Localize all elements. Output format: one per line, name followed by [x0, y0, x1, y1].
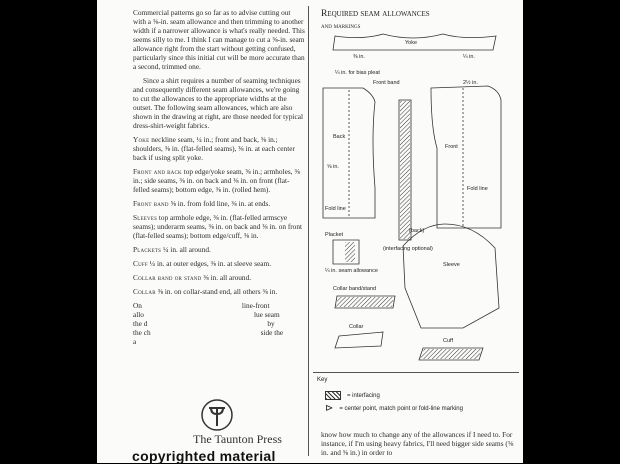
label-fold-top: ¼ in. for bias pleat [335, 70, 380, 76]
partial-allo: allo [133, 310, 144, 319]
front-back-text: top edge/yoke seam, ⅝ in.; armholes, ⅜ in.; side seams, ⅜ in. on back and ⅜ in. on front (flat-felled seams); bottom edge, ⅜ in. (rolled hem). [133, 167, 300, 194]
partial-a: a [133, 337, 137, 346]
publisher-name: The Taunton Press [193, 432, 282, 446]
sleeves-text: top armhole edge, ⅜ in. (flat-felled armscye seams); underarm seams, ⅜ in. on back and ⅜ in. on front (flat-felled seams); bottom edge/cuff, ⅜ in. [133, 213, 303, 240]
collar-text: ⅜ in. on collar-stand end, all others ⅜ in. [157, 287, 278, 296]
front-band-interfacing [400, 101, 410, 239]
plackets-heading: Plackets [133, 245, 162, 254]
partial-line-3 [133, 319, 305, 328]
copyright-watermark: copyrighted material [132, 448, 276, 464]
label-placket-allowance: ¼ in. seam allowance [325, 268, 378, 274]
front-band-heading: Front band [133, 199, 169, 208]
partial-on: On [133, 301, 142, 310]
label-placket: Placket [325, 232, 344, 238]
label-back-58: ⅝ in. [327, 164, 339, 170]
allowances-paragraph: Since a shirt requires a number of seaming techniques and consequently different seam allowances, we're going to cut the allowances to the appropriate widths at the outset. The following seam allowances, which are also shown in the drawing at right, are those needed for typical dress-shirt-weight fabrics. [133, 76, 304, 130]
collar-piece [335, 332, 383, 348]
figure-title-line2: and markings [321, 21, 361, 30]
partial-line-1 [133, 301, 305, 310]
label-interfacing-optional: (interfacing optional) [383, 246, 433, 252]
front-band-text: ⅝ in. from fold line, ⅜ in. at ends. [170, 199, 271, 208]
key-marking-text: = center point, match point or fold-line marking [339, 406, 463, 412]
front-piece [431, 86, 501, 228]
yoke-heading: Yoke [133, 135, 150, 144]
collar-band-text: ⅜ in. all around. [203, 273, 252, 282]
plackets-text: ¼ in. all around. [163, 245, 211, 254]
collar-band-entry [133, 273, 305, 282]
cuff-interfacing [420, 349, 482, 359]
label-yoke: Yoke [405, 40, 418, 46]
taunton-logo-icon [201, 398, 233, 432]
sleeves-entry [133, 213, 305, 240]
sleeves-heading: Sleeves [133, 213, 158, 222]
label-collar-band: Collar band/stand [333, 286, 377, 292]
yoke-text: neckline seam, ¼ in.; front and back, ⅝ in.; shoulders, ⅜ in. (flat-felled seams), ⅜ in. at each center back if using split yoke. [133, 135, 295, 162]
key-row-marking [325, 405, 463, 413]
front-back-heading: Front and back [133, 167, 182, 176]
placket-interfacing [345, 242, 355, 262]
partial-line-2 [133, 310, 305, 319]
key-label: Key [317, 377, 328, 383]
cuff-entry [133, 259, 305, 268]
partial-line-5 [133, 337, 305, 346]
key-row-interfacing [325, 391, 380, 400]
plackets-entry [133, 245, 305, 254]
label-back: Back [333, 134, 346, 140]
collar-heading: Collar [133, 287, 156, 296]
yoke-entry [133, 135, 305, 162]
left-column [133, 8, 305, 351]
label-back-marker: (back) [409, 228, 425, 234]
book-page [97, 0, 523, 463]
partial-lue-seam: lue seam [253, 310, 280, 319]
label-front-fold: Fold line [467, 186, 488, 192]
figure-title-line1: Required seam allowances [321, 9, 430, 19]
sleeve-piece [403, 224, 499, 328]
collar-band-heading: Collar band or stand [133, 273, 202, 282]
partial-the-d: the d [133, 319, 148, 328]
collar-band-interfacing [336, 297, 394, 307]
front-band-entry [133, 199, 305, 208]
intro-paragraph: Commercial patterns go so far as to advise cutting out with a ⅝-in. seam allowance and then trimming to another width if a narrower allowance is what's really needed. This seems silly to me. I think I can manage to cut a ⅝-in. seam allowance right from the start without getting confused, particularly since this initial cut will be more accurate than a second, trimmed one. [133, 8, 305, 71]
label-front-212: 2½ in. [463, 80, 478, 86]
right-body-text: know how much to change any of the allowances if I need to. For instance, if I'm using heavy fabrics, I'll need bigger side seams (⅝ in. and ⅝ in.) in order to [321, 430, 514, 457]
cuff-heading: Cuff [133, 259, 148, 268]
label-front: Front [445, 144, 458, 150]
collar-entry [133, 287, 305, 296]
label-yoke-38: ⅜ in. [353, 54, 365, 60]
label-yoke-14: ¼ in. [463, 54, 475, 60]
column-divider [308, 6, 309, 456]
cuff-text: ¼ in. at outer edges, ⅜ in. at sleeve seam. [149, 259, 272, 268]
front-back-entry [133, 167, 305, 194]
label-back-fold: Fold line [325, 206, 346, 212]
partial-side-the: side the [260, 328, 284, 337]
partial-line-4 [133, 328, 305, 337]
label-sleeve: Sleeve [443, 262, 460, 268]
seam-allowance-diagram [313, 28, 519, 378]
interfacing-swatch-icon [325, 391, 341, 400]
label-front-band: Front band [373, 80, 400, 86]
label-collar: Collar [349, 324, 364, 330]
label-cuff: Cuff [443, 338, 453, 344]
partial-by: by [267, 319, 275, 328]
partial-line-front: line-front [241, 301, 270, 310]
diagram-key [313, 372, 519, 428]
key-interfacing-text: = interfacing [347, 392, 380, 399]
partial-the-ch: the ch [133, 328, 151, 337]
notch-marker-icon: ⊳ [325, 403, 334, 414]
